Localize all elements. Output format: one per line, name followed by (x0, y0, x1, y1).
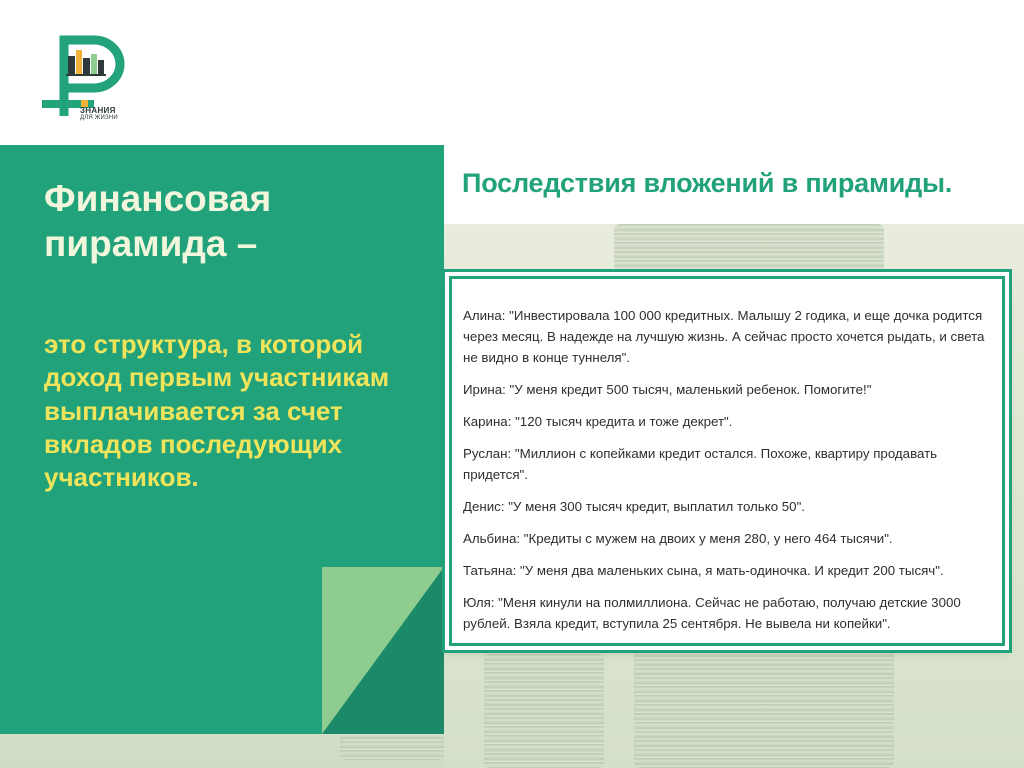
logo-caption-line2: ДЛЯ ЖИЗНИ (80, 115, 118, 121)
quote-item: Ирина: "У меня кредит 500 тысяч, маленький ребенок. Помогите!" (463, 382, 872, 397)
quote-item: Карина: "120 тысяч кредита и тоже декрет". (463, 414, 733, 429)
quote-item: Татьяна: "У меня два маленьких сына, я мать-одиночка. И кредит 200 тысяч". (463, 563, 944, 578)
slide-title: Финансовая пирамида – (44, 178, 272, 265)
logo-caption (80, 107, 118, 121)
quote-item: Юля: "Меня кинули на полмиллиона. Сейчас не работаю, получаю детские 3000 рублей. Взяла кредит, вступила 25 сентября. Не вывела ни копейки". (463, 595, 961, 631)
quote-item: Денис: "У меня 300 тысяч кредит, выплатил только 50". (463, 499, 805, 514)
quote-item: Руслан: "Миллион с копейками кредит остался. Похоже, квартиру продавать придется". (463, 446, 938, 482)
quote-item: Альбина: "Кредиты с мужем на двоих у меня 280, у него 464 тысячи". (463, 531, 893, 546)
section-heading: Последствия вложений в пирамиды. (462, 168, 953, 198)
quote-item: Алина: "Инвестировала 100 000 кредитных. Малышу 2 годика, и еще дочка родится через месяц. В надежде на лучшую жизнь. А сейчас просто хочется рыдать, и света не видно в конце туннеля". (463, 308, 985, 365)
logo-caption-line1: ЗНАНИЯ (80, 106, 116, 115)
pyramid-definition: это структура, в которой доход первым участникам выплачивается за счет вкладов последующих участников. (44, 329, 390, 493)
quotes-box (449, 276, 1005, 646)
